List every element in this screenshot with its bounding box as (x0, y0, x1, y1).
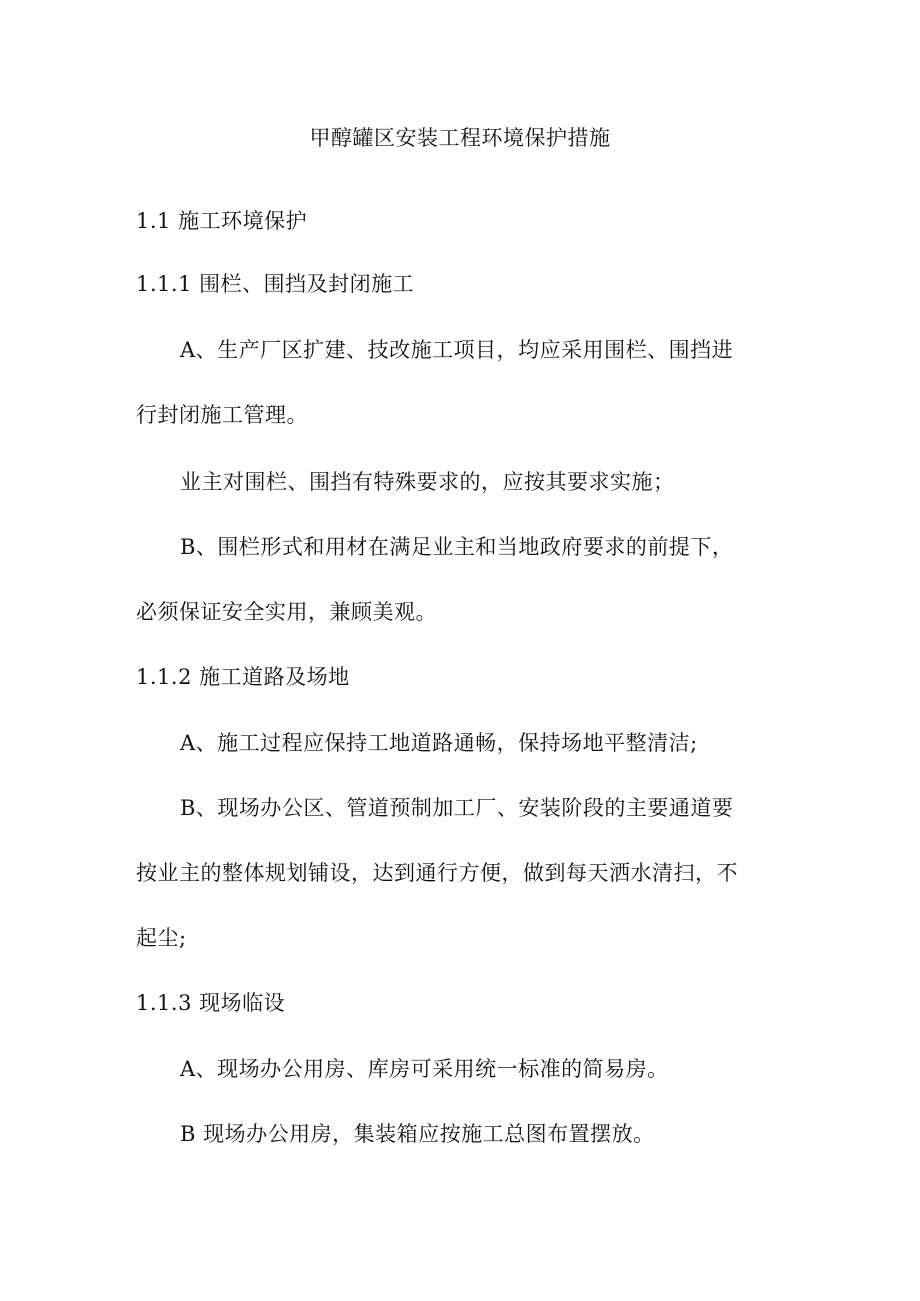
paragraph-b-roads-line2: 按业主的整体规划铺设，达到通行方便，做到每天洒水清扫，不 (136, 861, 738, 885)
section-heading-1-1-1: 1.1.1 围栏、围挡及封闭施工 (136, 272, 415, 296)
paragraph-a-fencing-line2: 行封闭施工管理。 (136, 403, 308, 427)
paragraph-a-temporary-facilities: A、现场办公用房、库房可采用统一标准的简易房。 (180, 1057, 669, 1081)
document-title: 甲醇罐区安装工程环境保护措施 (309, 126, 611, 150)
section-heading-1-1-3: 1.1.3 现场临设 (136, 991, 286, 1015)
paragraph-b-roads-line3: 起尘; (136, 926, 187, 950)
paragraph-a-fencing-line1: A、生产厂区扩建、技改施工项目，均应采用围栏、围挡进 (180, 338, 734, 362)
paragraph-b-office-containers: B 现场办公用房，集装箱应按施工总图布置摆放。 (180, 1122, 655, 1146)
paragraph-b-roads-line1: B、现场办公区、管道预制加工厂、安装阶段的主要通道要 (180, 796, 734, 820)
section-heading-1-1: 1.1 施工环境保护 (136, 209, 308, 233)
paragraph-b-fencing-line2: 必须保证安全实用，兼顾美观。 (136, 600, 437, 624)
paragraph-a-roads: A、施工过程应保持工地道路通畅，保持场地平整清洁; (180, 731, 698, 755)
paragraph-b-fencing-line1: B、围栏形式和用材在满足业主和当地政府要求的前提下， (180, 535, 734, 559)
paragraph-owner-requirements: 业主对围栏、围挡有特殊要求的，应按其要求实施； (180, 470, 675, 494)
section-heading-1-1-2: 1.1.2 施工道路及场地 (136, 665, 350, 689)
